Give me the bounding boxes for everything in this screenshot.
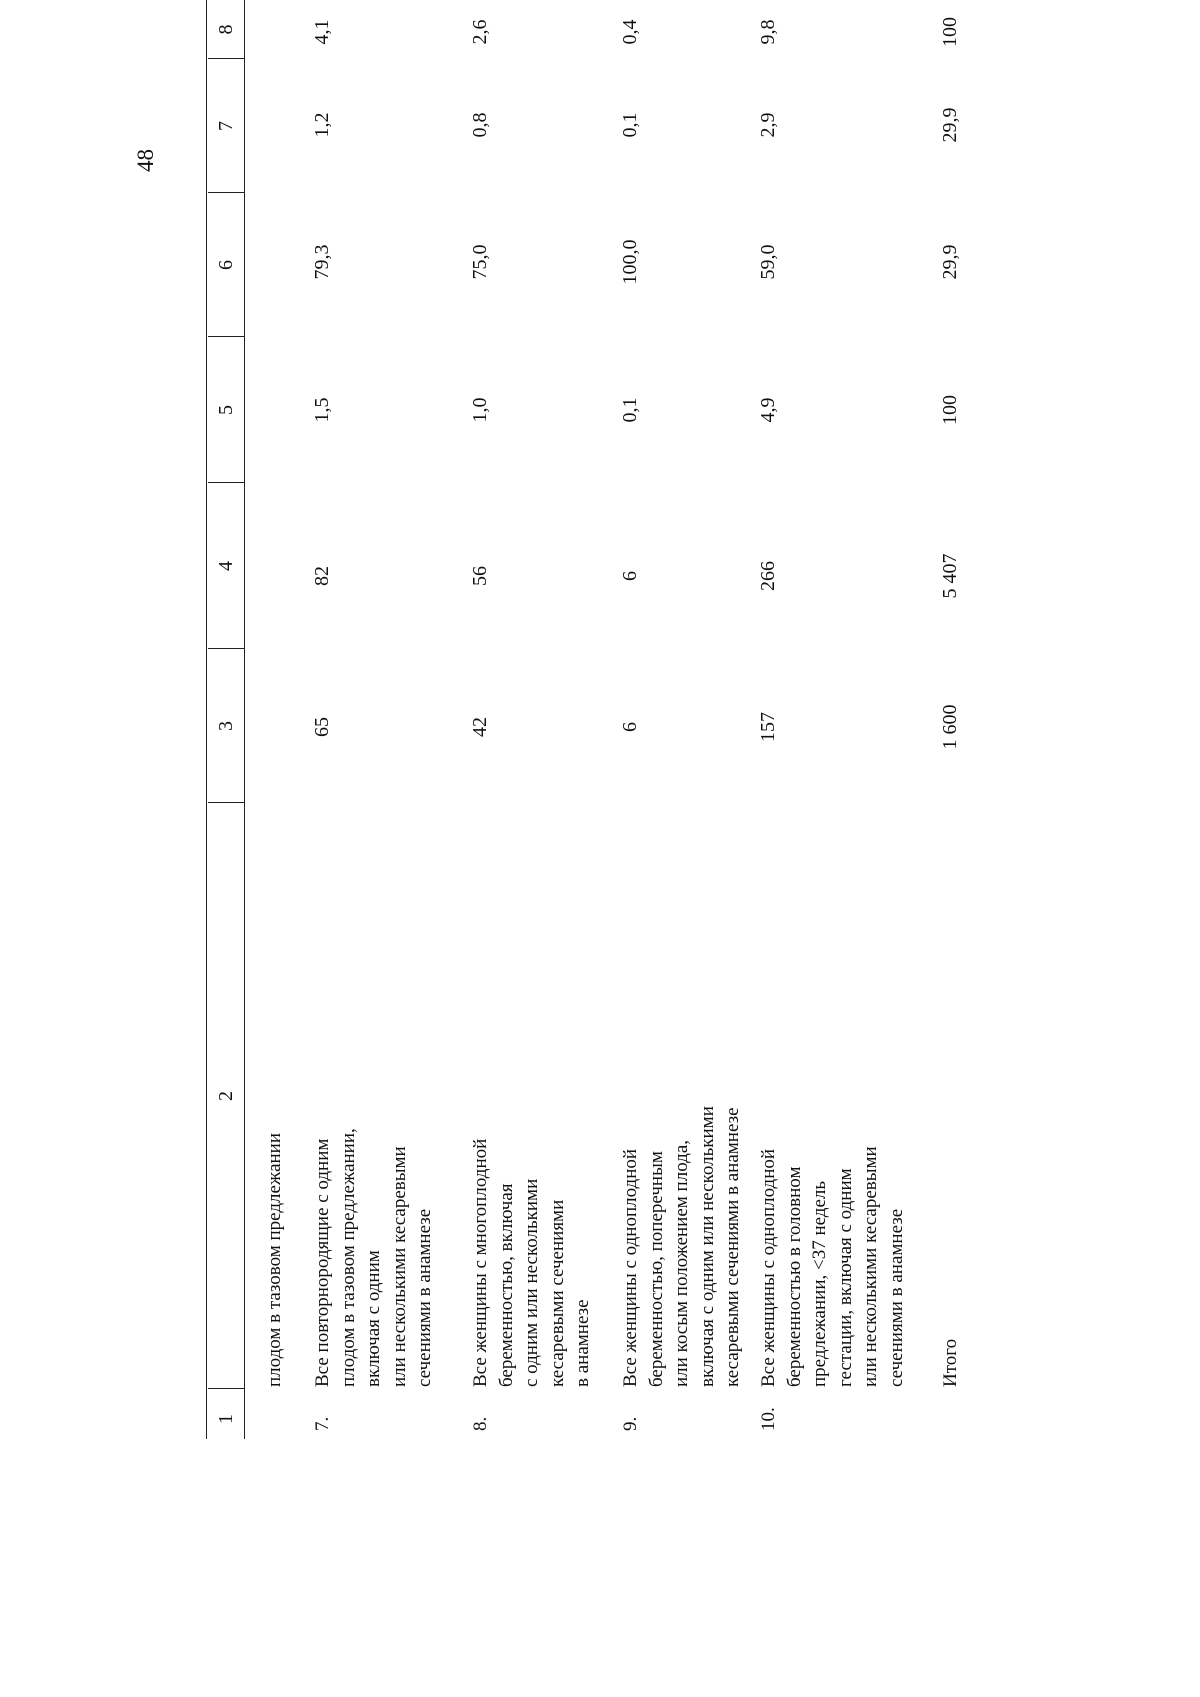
- total-col-8: 100: [939, 17, 961, 47]
- cell-col-4: 56: [469, 566, 491, 586]
- header-col-6: 6: [215, 260, 237, 270]
- text-line: Все женщины с многоплодной: [470, 1138, 491, 1387]
- cell-col-6: 59,0: [757, 244, 779, 280]
- row-description: [310, 827, 438, 1387]
- total-col-7: 29,9: [939, 107, 961, 143]
- cell-col-3: 65: [311, 717, 333, 737]
- cell-col-8: 2,6: [469, 19, 491, 45]
- text-line: кесаревыми сечениями в анамнезе: [722, 1107, 743, 1387]
- continuation-text: [262, 827, 288, 1387]
- text-line: Все женщины с одноплодной: [758, 1148, 779, 1387]
- cell-col-4: 266: [757, 561, 779, 591]
- cell-col-6: 75,0: [469, 244, 491, 280]
- cell-col-8: 9,8: [757, 19, 779, 45]
- cell-col-3: 6: [619, 722, 641, 732]
- total-col-4: 5 407: [939, 553, 961, 599]
- text-line: плодом в тазовом предлежании: [264, 1132, 285, 1387]
- text-line: включая с одним или несколькими: [696, 1106, 718, 1387]
- text-line: или несколькими кесаревыми: [388, 1146, 410, 1387]
- text-line: с одним или несколькими: [521, 1178, 542, 1387]
- cell-col-7: 0,8: [469, 112, 491, 138]
- header-bottom-rule: [244, 0, 245, 1439]
- cell-col-8: 4,1: [311, 19, 333, 45]
- header-col-4: 4: [215, 561, 237, 571]
- text-line: сечениями в анамнезе: [885, 1208, 907, 1387]
- cell-col-5: 4,9: [757, 397, 779, 423]
- cell-col-7: 2,9: [757, 112, 779, 138]
- text-line: плодом в тазовом предлежании,: [337, 1128, 359, 1387]
- row-number: 8.: [470, 1416, 491, 1431]
- text-line: Все женщины с одноплодной: [620, 1148, 641, 1387]
- row-number: 9.: [620, 1416, 641, 1431]
- header-col-3: 3: [215, 721, 237, 731]
- header-col-5: 5: [215, 405, 237, 415]
- text-line: беременностью, поперечным: [645, 1151, 667, 1387]
- header-col-2: 2: [215, 1091, 237, 1101]
- cell-col-3: 157: [757, 712, 779, 742]
- total-col-3: 1 600: [939, 704, 961, 750]
- row-description: [756, 827, 909, 1387]
- row-description: [618, 827, 746, 1387]
- text-line: гестации, включая с одним: [834, 1168, 856, 1387]
- text-line: Все повторнородящие с одним: [312, 1138, 333, 1387]
- cell-col-5: 1,5: [311, 397, 333, 423]
- text-line: беременностью, включая: [495, 1183, 517, 1387]
- header-col-8: 8: [215, 24, 237, 35]
- text-line: или косым положением плода,: [671, 1139, 692, 1387]
- cell-col-6: 79,3: [311, 244, 333, 280]
- total-label: Итого: [940, 1338, 961, 1387]
- header-top-rule: [206, 0, 207, 1439]
- cell-col-6: 100,0: [619, 239, 641, 285]
- total-col-5: 100: [939, 395, 961, 425]
- cell-col-7: 0,1: [619, 112, 641, 138]
- cell-col-8: 0,4: [619, 19, 641, 45]
- text-line: включая с одним: [363, 1250, 384, 1387]
- text-line: сечениями в анамнезе: [414, 1208, 435, 1387]
- cell-col-4: 82: [311, 566, 333, 586]
- header-col-1: 1: [215, 1414, 237, 1424]
- text-line: беременностью в головном: [783, 1166, 805, 1387]
- cell-col-5: 1,0: [469, 397, 491, 423]
- text-line: или несколькими кесаревыми: [860, 1146, 881, 1387]
- page-number: 48: [133, 149, 158, 172]
- cell-col-3: 42: [469, 717, 491, 737]
- cell-col-7: 1,2: [311, 112, 333, 138]
- total-col-6: 29,9: [939, 244, 961, 280]
- text-line: кесаревыми сечениями: [546, 1199, 568, 1387]
- row-number: 7.: [312, 1416, 333, 1431]
- row-number: 10.: [758, 1407, 779, 1431]
- cell-col-5: 0,1: [619, 397, 641, 423]
- text-line: предлежании, <37 недель: [809, 1180, 830, 1387]
- text-line: в анамнезе: [572, 1299, 593, 1387]
- cell-col-4: 6: [619, 571, 641, 581]
- row-description: [468, 827, 596, 1387]
- header-col-7: 7: [215, 121, 237, 131]
